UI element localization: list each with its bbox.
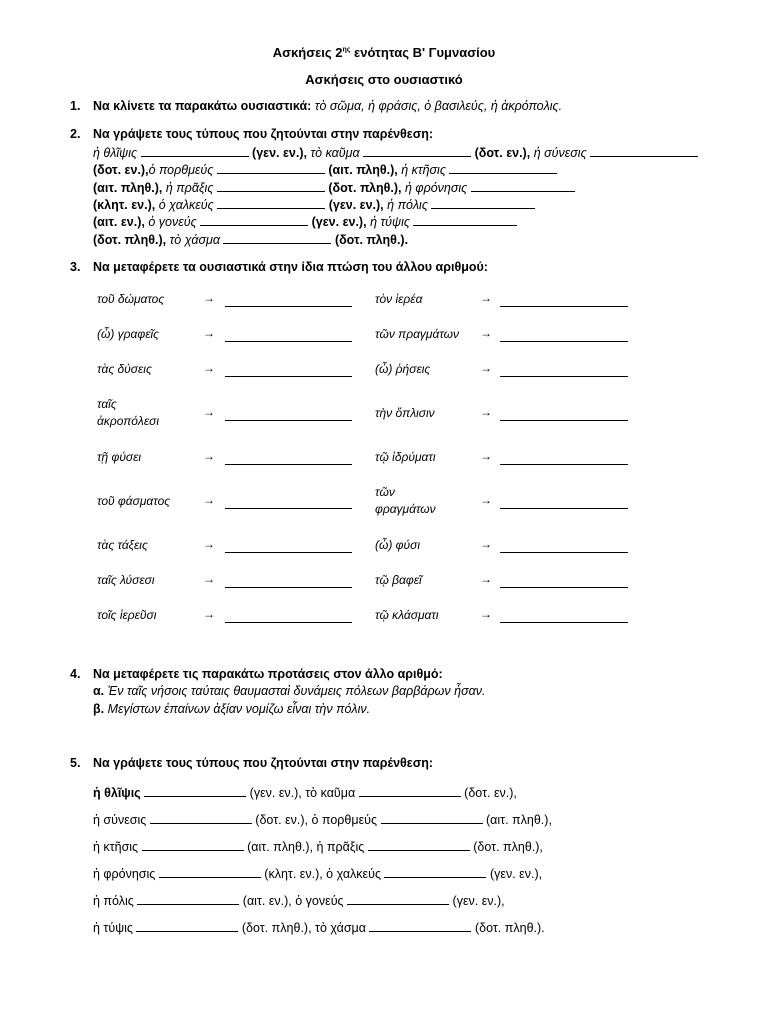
q3-right-word: (ὦ) φύσι <box>375 538 420 552</box>
q4-prompt: Να μεταφέρετε τις παρακάτω προτάσεις στον άλλο αριθμό: <box>93 667 443 681</box>
arrow-icon: → <box>203 449 215 463</box>
arrow-icon: → <box>480 607 492 621</box>
answer-blank[interactable] <box>150 812 252 824</box>
q1-prompt: Να κλίνετε τα παρακάτω ουσιαστικά: <box>93 99 312 113</box>
q3-right-word: τῷ βαφεῖ <box>375 573 422 587</box>
answer-blank[interactable] <box>225 508 352 509</box>
answer-blank[interactable] <box>217 180 325 192</box>
answer-blank[interactable] <box>368 839 470 851</box>
q5-line-2: ἡ σύνεσις (δοτ. εν.), ὁ πορθμεύς (αιτ. πληθ.), <box>93 813 552 827</box>
arrow-icon: → <box>203 361 215 375</box>
q3-right-word: τὸν ἱερέα <box>375 292 423 306</box>
answer-blank[interactable] <box>217 197 325 209</box>
answer-blank[interactable] <box>225 464 352 465</box>
arrow-icon: → <box>480 326 492 340</box>
q3-left-word: τοῦ φάσματος <box>97 494 171 508</box>
q4-sentence-a: α. Ἐν ταῖς νήσοις ταύταις θαυμασταὶ δυνάμεις πόλεων βαρβάρων ἦσαν. <box>93 684 486 698</box>
q3-right-word: τὴν ὅπλισιν <box>375 406 435 420</box>
answer-blank[interactable] <box>500 552 628 553</box>
answer-blank[interactable] <box>590 145 698 157</box>
answer-blank[interactable] <box>359 785 461 797</box>
arrow-icon: → <box>480 537 492 551</box>
answer-blank[interactable] <box>225 341 352 342</box>
answer-blank[interactable] <box>142 839 244 851</box>
answer-blank[interactable] <box>223 232 331 244</box>
q3-left-word: τῇ φύσει <box>97 450 142 464</box>
arrow-icon: → <box>203 607 215 621</box>
answer-blank[interactable] <box>225 622 352 623</box>
answer-blank[interactable] <box>500 420 628 421</box>
answer-blank[interactable] <box>500 464 628 465</box>
arrow-icon: → <box>480 493 492 507</box>
arrow-icon: → <box>203 326 215 340</box>
answer-blank[interactable] <box>500 341 628 342</box>
answer-blank[interactable] <box>500 306 628 307</box>
q3-left-word: ταῖς ἀκροπόλεσι <box>97 397 160 428</box>
answer-blank[interactable] <box>381 812 483 824</box>
arrow-icon: → <box>203 572 215 586</box>
q5-line-5: ἡ πόλις (αιτ. εν.), ὁ γονεύς (γεν. εν.), <box>93 894 505 908</box>
q5-line-3: ἡ κτῆσις (αιτ. πληθ.), ἡ πρᾶξις (δοτ. πληθ.), <box>93 840 543 854</box>
answer-blank[interactable] <box>141 145 249 157</box>
q5-number: 5. <box>70 756 81 770</box>
answer-blank[interactable] <box>363 145 471 157</box>
q2-number: 2. <box>70 127 81 141</box>
arrow-icon: → <box>480 361 492 375</box>
q3-right-word: τῷ κλάσματι <box>375 608 439 622</box>
q3-prompt: Να μεταφέρετε τα ουσιαστικά στην ίδια πτώση του άλλου αριθμού: <box>93 260 488 274</box>
answer-blank[interactable] <box>144 785 246 797</box>
q1-text <box>93 99 562 113</box>
q5-line-1: ἡ θλῖψις (γεν. εν.), τὸ καῦμα (δοτ. εν.), <box>93 786 517 800</box>
q5-line-4: ἡ φρόνησις (κλητ. εν.), ὁ χαλκεύς (γεν. εν.), <box>93 867 543 881</box>
q2-prompt: Να γράψετε τους τύπους που ζητούνται στην παρένθεση: <box>93 127 434 141</box>
answer-blank[interactable] <box>225 376 352 377</box>
q1-words: τὸ σῶμα, ἡ φράσις, ὁ βασιλεύς, ἡ ἀκρόπολις. <box>311 99 563 113</box>
answer-blank[interactable] <box>449 162 557 174</box>
q1-number: 1. <box>70 99 81 113</box>
arrow-icon: → <box>480 405 492 419</box>
arrow-icon: → <box>203 405 215 419</box>
answer-blank[interactable] <box>369 920 471 932</box>
q3-left-word: τὰς δύσεις <box>97 362 152 376</box>
q2-line-1: ἡ θλῖψις (γεν. εν.), τὸ καῦμα (δοτ. εν.), ἡ σύνεσις <box>93 145 698 160</box>
q5-line-6: ἡ τύψις (δοτ. πληθ.), τὸ χάσμα (δοτ. πληθ.). <box>93 921 545 935</box>
q3-right-word: τῶν φραγμάτων <box>375 485 436 516</box>
answer-blank[interactable] <box>500 376 628 377</box>
answer-blank[interactable] <box>225 587 352 588</box>
answer-blank[interactable] <box>347 893 449 905</box>
q3-left-word: τοῖς ἱερεῦσι <box>97 608 157 622</box>
q5-prompt: Να γράψετε τους τύπους που ζητούνται στην παρένθεση: <box>93 756 434 770</box>
q3-right-word: (ὦ) ῥήσεις <box>375 362 431 376</box>
answer-blank[interactable] <box>413 214 517 226</box>
page-title: Ασκήσεις $2^{\eta\varsigma}$ ενότητας Β' Γυμνασίου <box>272 45 496 60</box>
q3-right-word: τῶν πραγμάτων <box>375 327 460 341</box>
answer-blank[interactable] <box>225 552 352 553</box>
q3-left-word: (ὦ) γραφεῖς <box>97 327 159 341</box>
answer-blank[interactable] <box>225 420 352 421</box>
page-subtitle: Ασκήσεις στο ουσιαστικό <box>305 72 463 87</box>
answer-blank[interactable] <box>137 893 239 905</box>
answer-blank[interactable] <box>217 162 325 174</box>
answer-blank[interactable] <box>431 197 535 209</box>
answer-blank[interactable] <box>136 920 238 932</box>
arrow-icon: → <box>480 291 492 305</box>
answer-blank[interactable] <box>500 508 628 509</box>
q3-right-word: τῷ ἱδρύματι <box>375 450 436 464</box>
q2-line-3: (αιτ. πληθ.), ἡ πρᾶξις (δοτ. πληθ.), ἡ φρόνησις <box>93 180 575 195</box>
q3-left-word: τοῦ δώματος <box>97 292 165 306</box>
q4-sentence-b: β. Μεγίστων ἐπαίνων ἀξίαν νομίζω εἶναι τὴν πόλιν. <box>93 702 371 716</box>
answer-blank[interactable] <box>500 587 628 588</box>
arrow-icon: → <box>480 449 492 463</box>
answer-blank[interactable] <box>159 866 261 878</box>
arrow-icon: → <box>203 291 215 305</box>
q3-left-word: ταῖς λύσεσι <box>97 573 155 587</box>
arrow-icon: → <box>203 537 215 551</box>
q2-line-2: (δοτ. εν.),ὁ πορθμεύς (αιτ. πληθ.), ἡ κτῆσις <box>93 162 557 177</box>
answer-blank[interactable] <box>200 214 308 226</box>
q4-number: 4. <box>70 667 81 681</box>
q2-line-6: (δοτ. πληθ.), τὸ χάσμα (δοτ. πληθ.). <box>93 233 409 247</box>
q3-number: 3. <box>70 260 81 274</box>
q2-line-4: (κλητ. εν.), ὁ χαλκεύς (γεν. εν.), ἡ πόλις <box>93 197 535 212</box>
arrow-icon: → <box>203 493 215 507</box>
q2-line-5: (αιτ. εν.), ὁ γονεύς (γεν. εν.), ἡ τύψις <box>93 214 517 229</box>
answer-blank[interactable] <box>500 622 628 623</box>
q3-left-word: τὰς τάξεις <box>97 538 148 552</box>
answer-blank[interactable] <box>471 180 575 192</box>
answer-blank[interactable] <box>225 306 352 307</box>
arrow-icon: → <box>480 572 492 586</box>
answer-blank[interactable] <box>384 866 486 878</box>
